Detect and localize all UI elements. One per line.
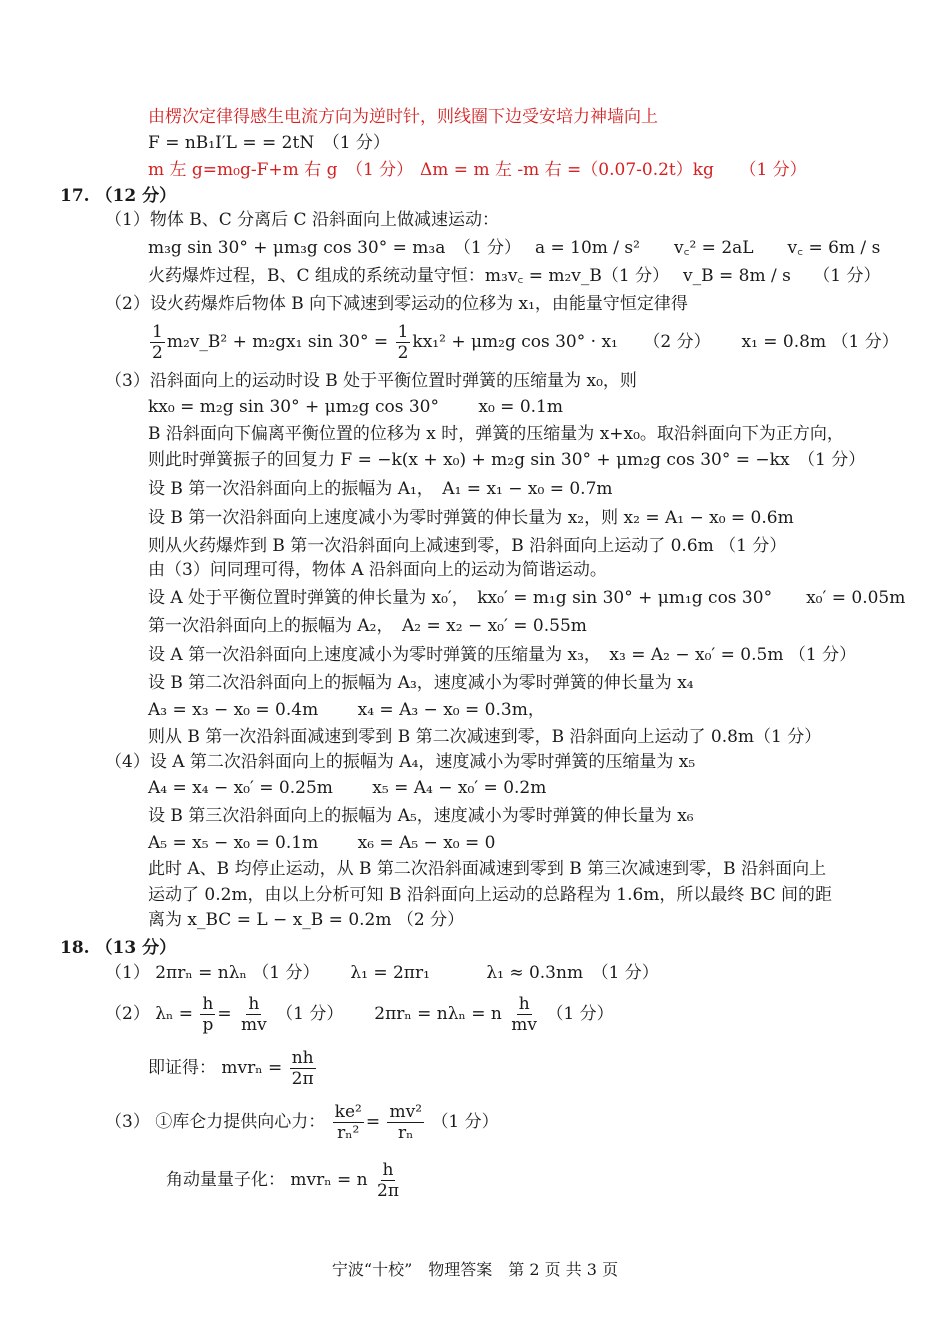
q18-part1: （1） 2πrₙ = nλₙ （1 分） λ₁ = 2πr₁ λ₁ ≈ 0.3nm （1 分） xyxy=(105,963,659,983)
q17-amplitude-a5-equation: A₅ = x₅ − x₀ = 0.1m x₆ = A₅ − x₀ = 0 xyxy=(148,833,496,853)
red-mass-difference: Δm = m 左 -m 右 =（0.07-0.2t）kg （1 分） xyxy=(420,160,807,180)
fraction-ke2-over-rn2: $\frac{\text{ke²}}{\text{rₙ²}}$ xyxy=(334,1102,362,1143)
fraction-h-over-mv-2: $\frac{h}{mv}$ xyxy=(511,994,538,1035)
q17-part2-intro: （2）设火药爆炸后物体 B 向下减速到零运动的位移为 x₁，由能量守恒定律得 xyxy=(105,294,688,314)
red-note-lenz-law: 由楞次定律得感生电流方向为逆时针，则线圈下边受安培力神墙向上 xyxy=(148,107,658,127)
fraction-h-over-2pi: $\frac{h}{2\pi}$ xyxy=(377,1160,400,1201)
q17-amplitude-a5-text: 设 B 第三次沿斜面向上的振幅为 A₅，速度减小为零时弹簧的伸长量为 x₆ xyxy=(148,806,694,826)
question-17-heading: 17. （12 分） xyxy=(60,186,177,206)
fraction-half-2: $\frac{1}{2}$ xyxy=(397,322,409,363)
q17-extension-x2: 设 B 第一次沿斜面向上速度减小为零时弹簧的伸长量为 x₂，则 x₂ = A₁ − x₀ = 0.6m xyxy=(148,508,794,528)
fraction-h-over-mv-1: $\frac{h}{mv}$ xyxy=(241,994,267,1035)
q17-conclusion-3: 离为 x_BC = L − x_B = 0.2m （2 分） xyxy=(148,910,465,930)
q18-angular-momentum: 角动量量子化： mvrₙ = n $\frac{h}{2\pi}$ xyxy=(166,1160,400,1201)
q17-compression-x3: 设 A 第一次沿斜面向上速度减小为零时弹簧的压缩量为 x₃， x₃ = A₂ − x₀′ = 0.5m （1 分） xyxy=(148,645,857,665)
q18-proof: 即证得： mvrₙ = $\frac{nh}{2\pi}$ xyxy=(148,1048,314,1089)
force-equation: F = nB₁I′L = = 2tN （1 分） xyxy=(148,133,390,153)
q17-b-travel-2: 则从 B 第一次沿斜面减速到零到 B 第二次减速到零，B 沿斜面向上运动了 0.8m（1 分） xyxy=(148,727,822,747)
q17-part1-intro: （1）物体 B、C 分离后 C 沿斜面向上做减速运动： xyxy=(105,210,499,230)
q17-b-travel-1: 则从火药爆炸到 B 第一次沿斜面向上减速到零，B 沿斜面向上运动了 0.6m （1 分） xyxy=(148,536,787,556)
q17-part4-intro: （4）设 A 第二次沿斜面向上的振幅为 A₄，速度减小为零时弹簧的压缩量为 x₅ xyxy=(105,752,696,772)
fraction-h-over-p: $\frac{h}{p}$ xyxy=(202,994,214,1035)
q17-momentum-conservation: 火药爆炸过程，B、C 组成的系统动量守恒：m₃v꜀ = m₂v_B（1 分） v_B = 8m / s （1 分） xyxy=(148,266,881,286)
fraction-mv2-over-rn: $\frac{\text{mv²}}{\text{rₙ}}$ xyxy=(389,1102,423,1143)
q18-part3-coulomb: （3） ①库仑力提供向心力： $\frac{\text{ke²}}{\text{rₙ²}}$ = $\frac{\text{mv²}}{\text{rₙ}}$ （1 分） xyxy=(105,1102,499,1143)
q17-restoring-force: 则此时弹簧振子的回复力 F = −k(x + x₀) + m₂g sin 30° + μm₂g cos 30° = −kx （1 分） xyxy=(148,450,866,470)
q17-amplitude-a3-text: 设 B 第二次沿斜面向上的振幅为 A₃，速度减小为零时弹簧的伸长量为 x₄ xyxy=(148,673,694,693)
q17-conclusion-1: 此时 A、B 均停止运动，从 B 第二次沿斜面减速到零到 B 第三次减速到零，B 沿斜面向上 xyxy=(148,859,827,879)
q17-amplitude-a4-equation: A₄ = x₄ − x₀′ = 0.25m x₅ = A₄ − x₀′ = 0.2m xyxy=(148,778,547,798)
q17-part1-equation: m₃g sin 30° + μm₃g cos 30° = m₃a （1 分） a = 10m / s² v꜀² = 2aL v꜀ = 6m / s xyxy=(148,238,881,258)
q17-amplitude-a1: 设 B 第一次沿斜面向上的振幅为 A₁， A₁ = x₁ − x₀ = 0.7m xyxy=(148,479,613,499)
q17-a-shm: 由（3）问同理可得，物体 A 沿斜面向上的运动为简谐运动。 xyxy=(148,560,607,580)
page-footer: 宁波“十校” 物理答案 第 2 页 共 3 页 xyxy=(331,1260,619,1279)
fraction-half-1: $\frac{1}{2}$ xyxy=(152,322,163,363)
q18-part2: （2） λₙ = $\frac{h}{p}$ = $\frac{h}{mv}$ （1 分） 2πrₙ = nλₙ = n $\frac{h}{mv}$ （1 分） xyxy=(105,994,614,1035)
question-18-heading: 18. （13 分） xyxy=(60,938,177,958)
q17-part3-intro: （3）沿斜面向上的运动时设 B 处于平衡位置时弹簧的压缩量为 x₀，则 xyxy=(105,371,637,391)
q17-energy-equation: $\frac{1}{2}$ m₂v_B² + m₂gx₁ sin 30° = $\frac{1}{2}$ kx₁² + μm₂g cos 30° · x₁ （2 分） x₁ = 0.8m （1 分） xyxy=(152,322,899,363)
q17-a-equilibrium: 设 A 处于平衡位置时弹簧的伸长量为 x₀′， kx₀′ = m₁g sin 30° + μm₁g cos 30° x₀′ = 0.05m xyxy=(148,588,906,608)
q17-amplitude-a3-equation: A₃ = x₃ − x₀ = 0.4m x₄ = A₃ − x₀ = 0.3m， xyxy=(148,700,545,720)
q17-displacement-text: B 沿斜面向下偏离平衡位置的位移为 x 时，弹簧的压缩量为 x+x₀。取沿斜面向下为正方向， xyxy=(148,424,844,444)
q17-amplitude-a2: 第一次沿斜面向上的振幅为 A₂， A₂ = x₂ − x₀′ = 0.55m xyxy=(148,616,587,636)
fraction-nh-over-2pi: $\frac{nh}{2\pi}$ xyxy=(291,1048,314,1089)
q17-conclusion-2: 运动了 0.2m，由以上分析可知 B 沿斜面向上运动的总路程为 1.6m，所以最终 BC 间的距 xyxy=(148,885,833,905)
q17-equilibrium-equation: kx₀ = m₂g sin 30° + μm₂g cos 30° x₀ = 0.1m xyxy=(148,397,563,417)
red-mass-equation: m 左 g=m₀g-F+m 右 g （1 分） xyxy=(148,160,414,180)
